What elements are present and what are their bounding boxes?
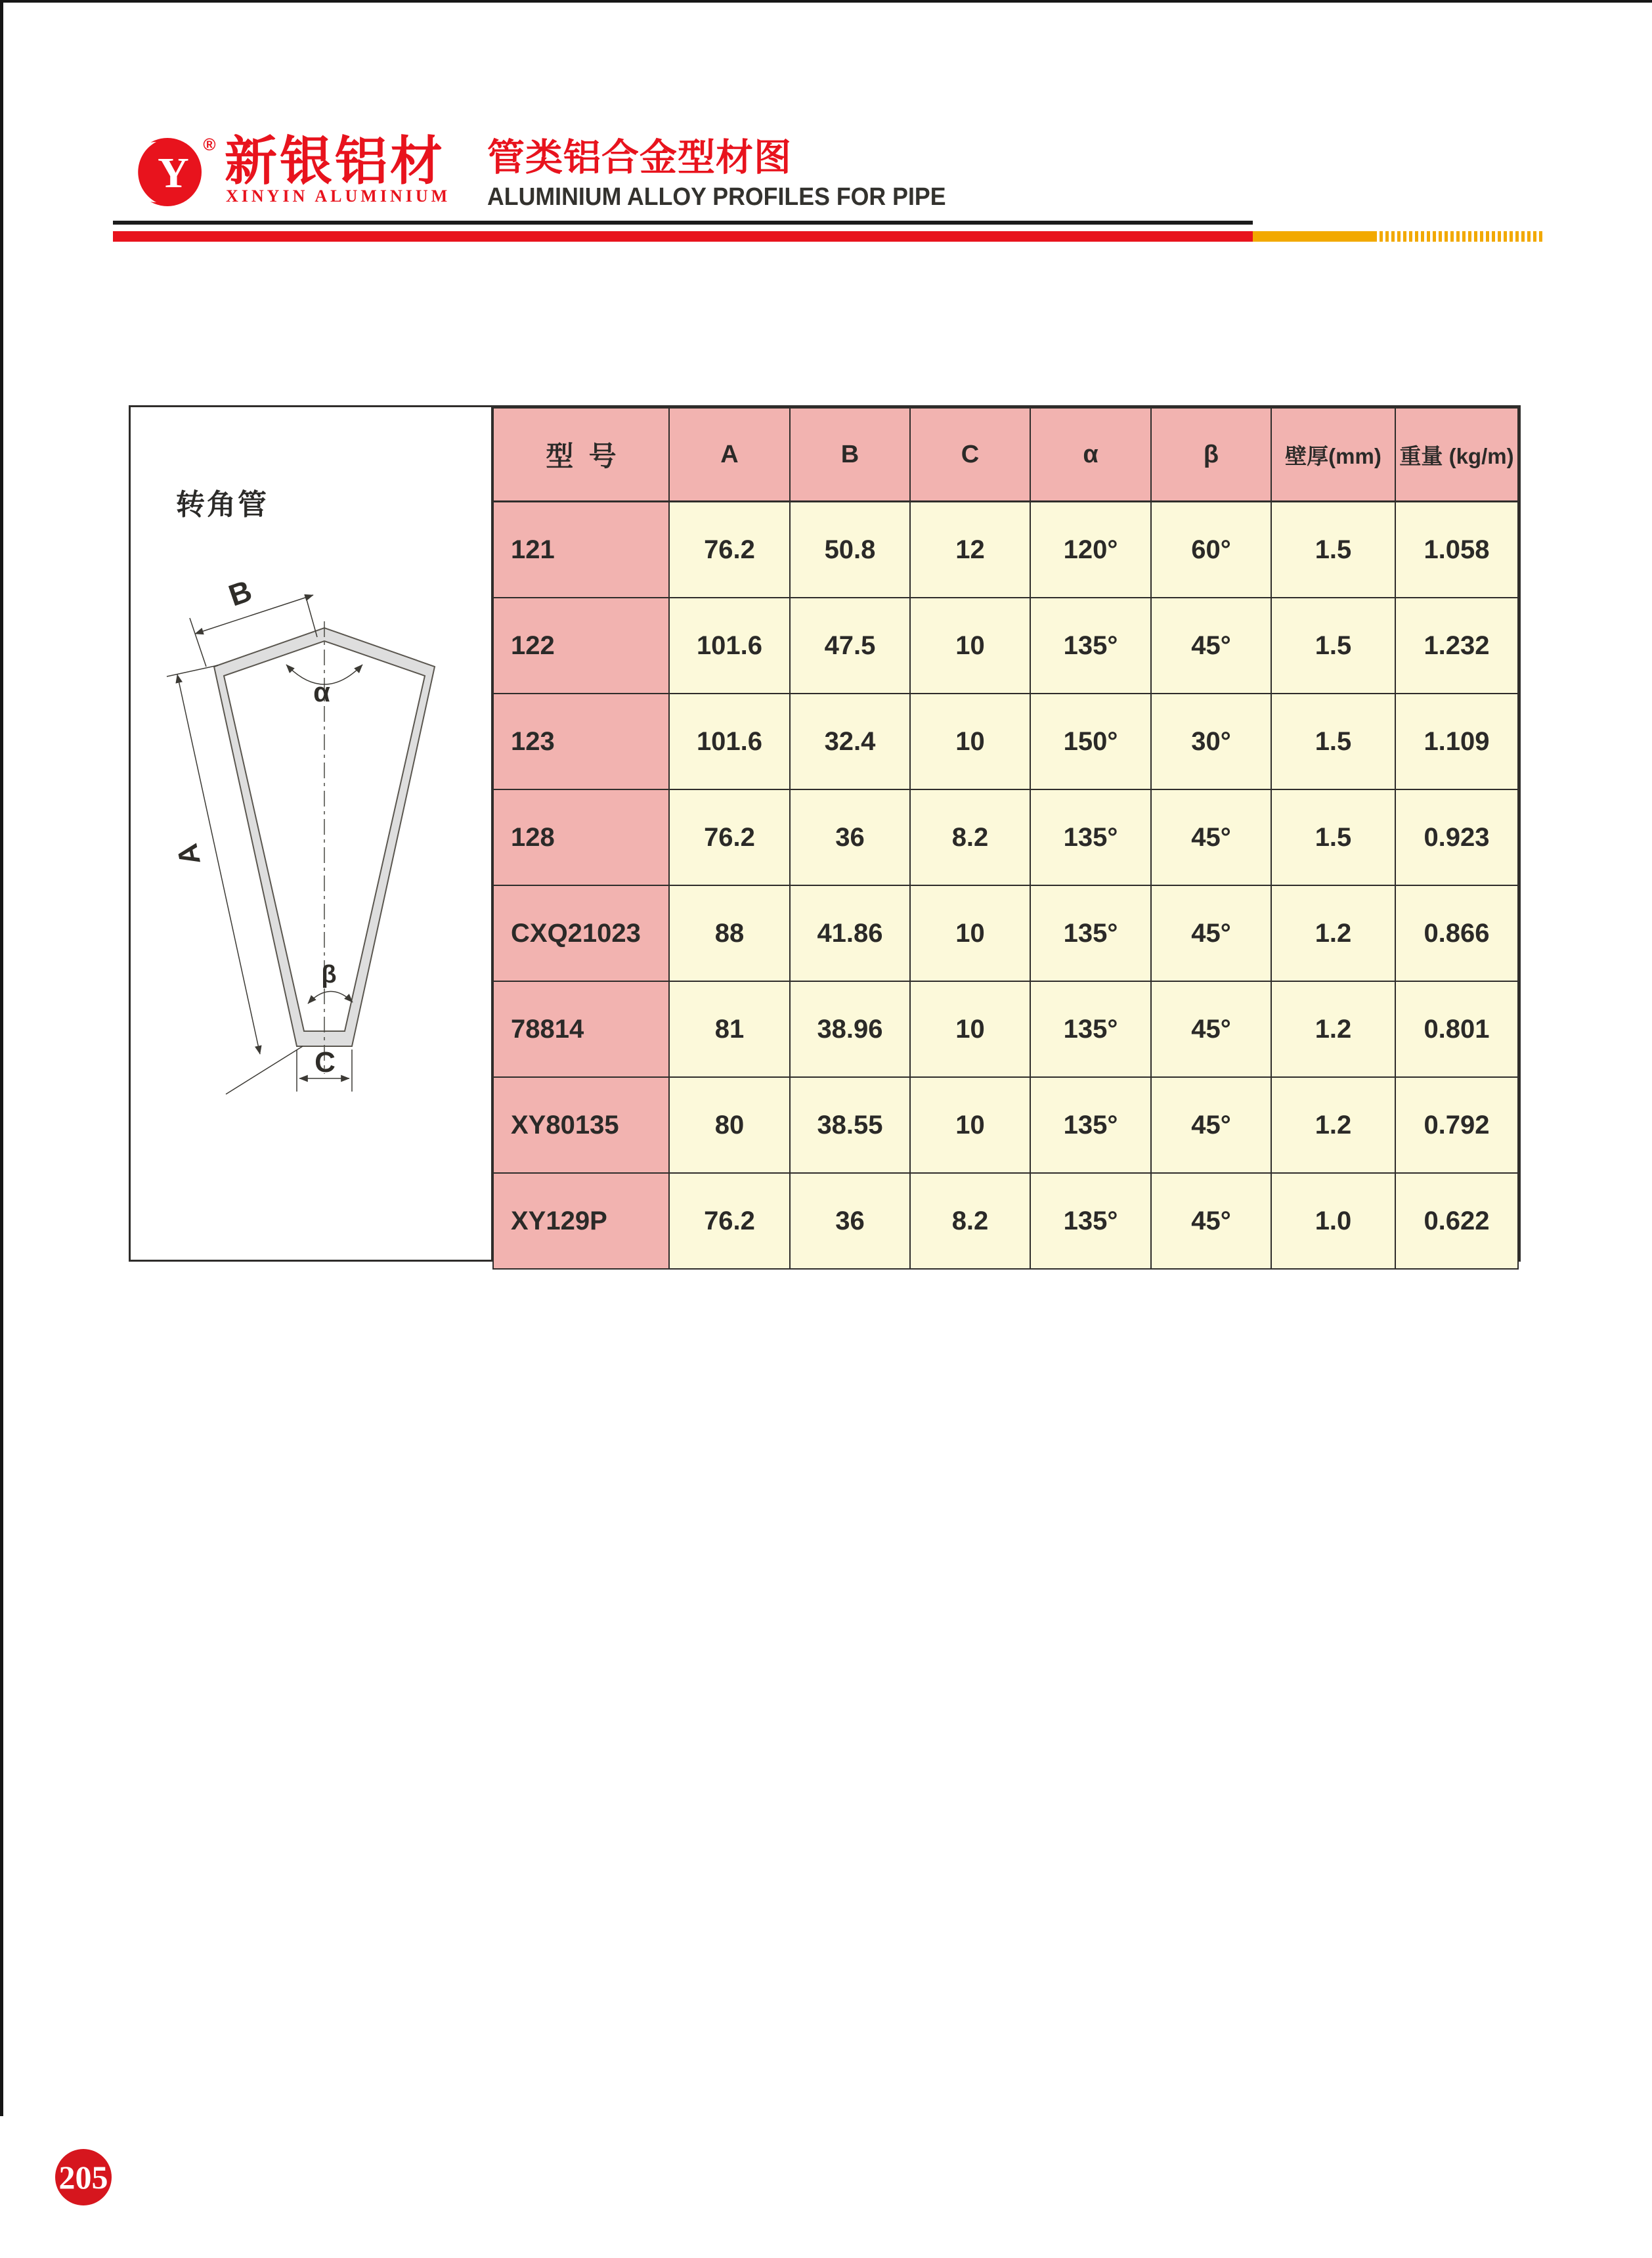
cell-beta: 45°: [1151, 789, 1271, 885]
cell-b: 50.8: [790, 502, 910, 598]
cell-c: 10: [910, 1077, 1030, 1173]
diagram-panel: [131, 407, 492, 1260]
table-row: [493, 598, 1518, 694]
cell-model: CXQ21023: [493, 885, 669, 981]
a-label: A: [171, 841, 207, 868]
table-row: [493, 789, 1518, 885]
cell-alpha: 135°: [1030, 1077, 1151, 1173]
cell-model: 78814: [493, 981, 669, 1077]
cell-b: 36: [790, 789, 910, 885]
cell-weight: 0.622: [1395, 1173, 1518, 1269]
cell-model: 122: [493, 598, 669, 694]
col-header-c: C: [910, 408, 1030, 502]
cell-alpha: 135°: [1030, 789, 1151, 885]
beta-arc: [308, 991, 353, 1004]
accent-bar-red: [113, 231, 1253, 242]
table-row: [493, 1173, 1518, 1269]
cell-weight: 0.866: [1395, 885, 1518, 981]
spec-table-header-row: [493, 408, 1518, 502]
cell-a: 101.6: [669, 694, 790, 789]
col-header-beta: β: [1151, 408, 1271, 502]
table-row: [493, 694, 1518, 789]
cell-thickness: 1.2: [1271, 981, 1395, 1077]
profile-section: [129, 405, 1521, 1262]
cell-alpha: 150°: [1030, 694, 1151, 789]
header-rule: [113, 221, 1253, 225]
cell-model: 128: [493, 789, 669, 885]
cell-thickness: 1.5: [1271, 789, 1395, 885]
cell-a: 80: [669, 1077, 790, 1173]
cell-model: 123: [493, 694, 669, 789]
product-name-label: 转角管: [176, 489, 269, 521]
cell-model: 121: [493, 502, 669, 598]
cell-c: 8.2: [910, 789, 1030, 885]
cell-c: 10: [910, 694, 1030, 789]
cell-a: 81: [669, 981, 790, 1077]
scan-edge-top: [0, 0, 1652, 3]
cell-beta: 45°: [1151, 1173, 1271, 1269]
profile-cross-section-diagram: [131, 407, 490, 1260]
cell-beta: 45°: [1151, 1077, 1271, 1173]
cell-model: XY80135: [493, 1077, 669, 1173]
company-logo-icon: [130, 133, 219, 211]
page-title-en: ALUMINIUM ALLOY PROFILES FOR PIPE: [487, 183, 946, 211]
cell-thickness: 1.5: [1271, 502, 1395, 598]
brand-name-cn: 新银铝材: [225, 132, 445, 190]
cell-thickness: 1.2: [1271, 885, 1395, 981]
cell-beta: 45°: [1151, 981, 1271, 1077]
col-header-model: 型 号: [493, 408, 669, 502]
cell-a: 76.2: [669, 789, 790, 885]
registered-mark: ®: [203, 135, 216, 154]
cell-alpha: 135°: [1030, 981, 1151, 1077]
cell-b: 41.86: [790, 885, 910, 981]
page-title-cn: 管类铝合金型材图: [487, 137, 792, 179]
cell-weight: 1.058: [1395, 502, 1518, 598]
cell-b: 36: [790, 1173, 910, 1269]
cell-c: 8.2: [910, 1173, 1030, 1269]
c-label: C: [315, 1046, 336, 1078]
cell-b: 47.5: [790, 598, 910, 694]
svg-text:Y: Y: [158, 149, 189, 197]
table-row: [493, 502, 1518, 598]
cell-c: 10: [910, 981, 1030, 1077]
cell-thickness: 1.5: [1271, 598, 1395, 694]
cell-b: 38.96: [790, 981, 910, 1077]
page-number: 205: [58, 2159, 108, 2196]
accent-bar-stripes: [1374, 231, 1544, 242]
cell-weight: 0.792: [1395, 1077, 1518, 1173]
cell-weight: 0.801: [1395, 981, 1518, 1077]
cell-weight: 1.109: [1395, 694, 1518, 789]
cell-a: 76.2: [669, 502, 790, 598]
col-header-alpha: α: [1030, 408, 1151, 502]
cell-weight: 1.232: [1395, 598, 1518, 694]
spec-table: [492, 407, 1519, 1270]
cell-beta: 30°: [1151, 694, 1271, 789]
col-header-a: A: [669, 408, 790, 502]
col-header-b: B: [790, 408, 910, 502]
cell-c: 10: [910, 598, 1030, 694]
table-row: [493, 981, 1518, 1077]
brand-name-en: XINYIN ALUMINIUM: [226, 187, 451, 206]
cell-alpha: 135°: [1030, 885, 1151, 981]
scan-edge-left: [0, 0, 3, 2116]
cell-c: 12: [910, 502, 1030, 598]
table-row: [493, 1077, 1518, 1173]
alpha-label: α: [313, 676, 330, 707]
accent-bar-yellow: [1253, 231, 1374, 242]
cell-c: 10: [910, 885, 1030, 981]
col-header-thickness: 壁厚(mm): [1271, 408, 1395, 502]
col-header-weight: 重量 (kg/m): [1395, 408, 1518, 502]
cell-beta: 60°: [1151, 502, 1271, 598]
cell-b: 32.4: [790, 694, 910, 789]
cell-thickness: 1.2: [1271, 1077, 1395, 1173]
page-number-badge: [55, 2149, 112, 2205]
cell-a: 101.6: [669, 598, 790, 694]
cell-b: 38.55: [790, 1077, 910, 1173]
cell-beta: 45°: [1151, 885, 1271, 981]
cell-alpha: 120°: [1030, 502, 1151, 598]
cell-a: 76.2: [669, 1173, 790, 1269]
beta-label: β: [321, 961, 337, 988]
cell-a: 88: [669, 885, 790, 981]
b-label: B: [224, 573, 256, 613]
cell-thickness: 1.5: [1271, 694, 1395, 789]
cell-weight: 0.923: [1395, 789, 1518, 885]
table-row: [493, 885, 1518, 981]
cell-alpha: 135°: [1030, 1173, 1151, 1269]
cell-model: XY129P: [493, 1173, 669, 1269]
cell-beta: 45°: [1151, 598, 1271, 694]
cell-thickness: 1.0: [1271, 1173, 1395, 1269]
cell-alpha: 135°: [1030, 598, 1151, 694]
